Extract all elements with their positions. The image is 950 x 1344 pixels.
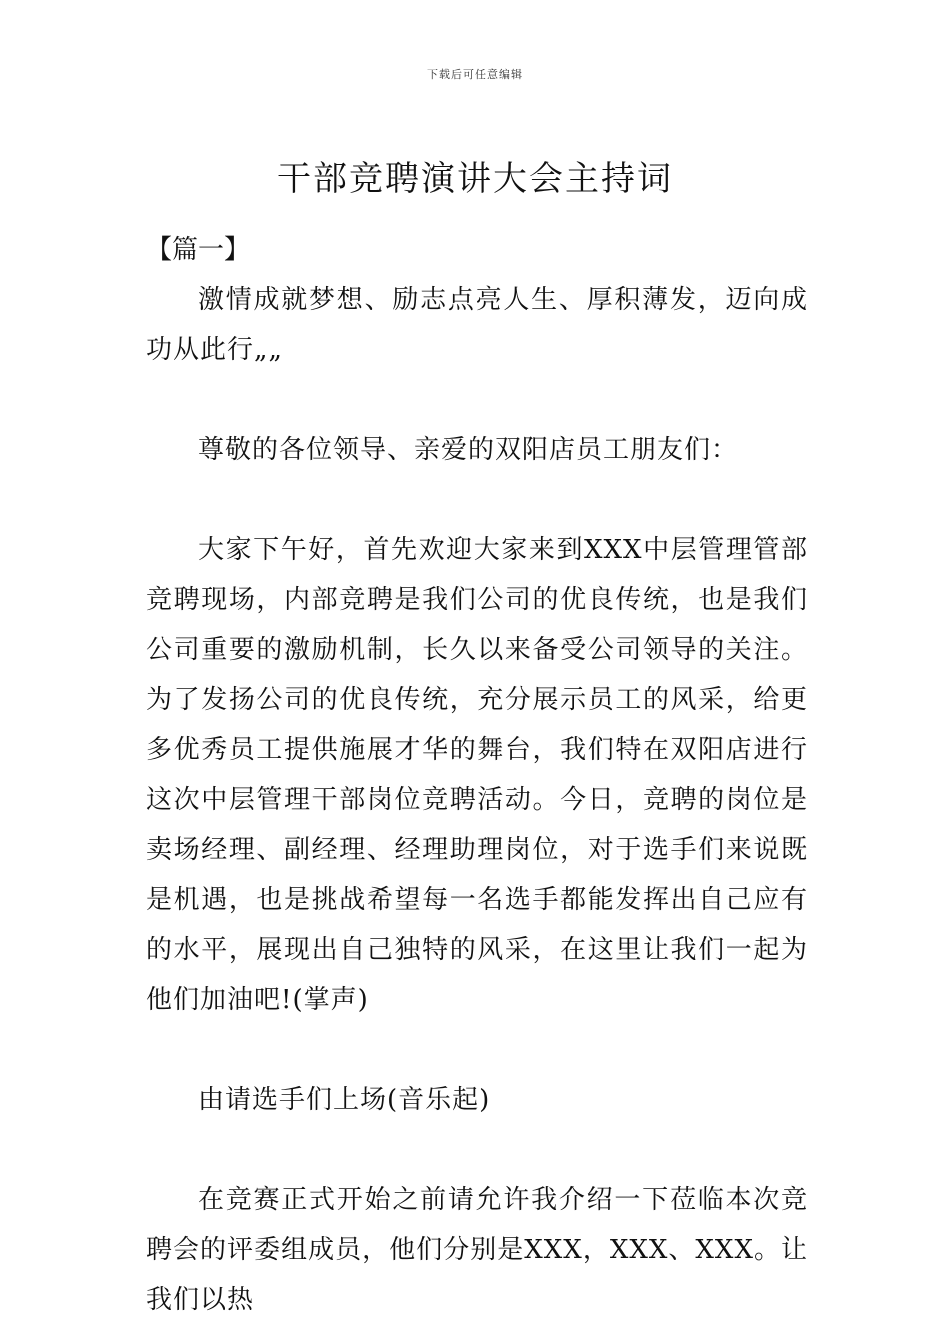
entrance-paragraph: 由请选手们上场(音乐起) (198, 1085, 491, 1115)
header-note: 下载后可任意编辑 (427, 68, 523, 81)
greeting-paragraph: 尊敬的各位领导、亲爱的双阳店员工朋友们： (198, 435, 739, 465)
paragraph-spacer (146, 1025, 808, 1075)
paragraph-spacer (146, 475, 808, 525)
section-label: 【篇一】 (146, 235, 251, 265)
document-body (146, 225, 808, 1325)
welcome-paragraph: 大家下午好，首先欢迎大家来到XXX中层管理管部竞聘现场，内部竞聘是我们公司的优良传统，也是我们公司重要的激励机制，长久以来备受公司领导的关注。为了发扬公司的优良传统，充分展示员工的风采，给更多优秀员工提供施展才华的舞台，我们特在双阳店进行这次中层管理干部岗位竞聘活动。今日，竞聘的岗位是卖场经理、副经理、经理助理岗位，对于选手们来说既是机遇，也是挑战希望每一名选手都能发挥出自己应有的水平，展现出自己独特的风采，在这里让我们一起为他们加油吧!(掌声) (146, 535, 808, 1015)
judges-paragraph: 在竞赛正式开始之前请允许我介绍一下莅临本次竞聘会的评委组成员，他们分别是XXX，XXX、XXX。让我们以热 (146, 1185, 808, 1315)
paragraph-spacer (146, 375, 808, 425)
document-title: 干部竞聘演讲大会主持词 (277, 158, 673, 199)
opening-paragraph: 激情成就梦想、励志点亮人生、厚积薄发，迈向成功从此行„„ (146, 285, 808, 365)
paragraph-spacer (146, 1125, 808, 1175)
